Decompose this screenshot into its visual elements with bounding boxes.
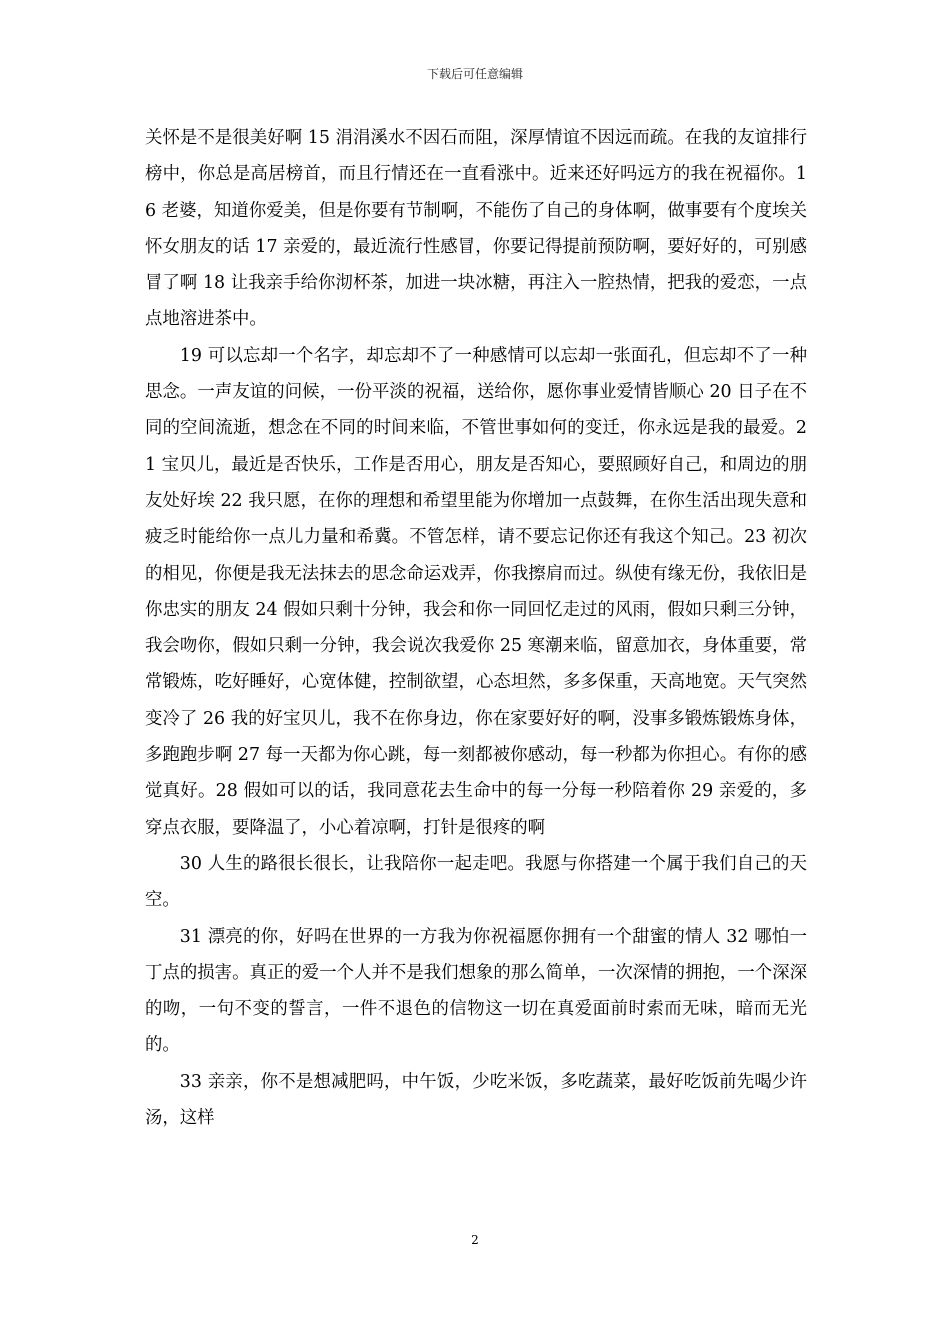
document-body [145, 120, 807, 1136]
page-header: 下载后可任意编辑 [426, 67, 523, 81]
page-number: 2 [471, 1233, 479, 1247]
paragraph-1: 关怀是不是很美好啊 15 涓涓溪水不因石而阻，深厚情谊不因远而疏。在我的友谊排行榜中，你总是高居榜首，而且行情还在一直看涨中。近来还好吗远方的我在祝福你。16 老婆，知道你爱美，但是你要有节制啊，不能伤了自己的身体啊，做事要有个度埃关怀女朋友的话 17 亲爱的，最近流行性感冒，你要记得提前预防啊，要好好的，可别感冒了啊 18 让我亲手给你沏杯茶，加进一块冰糖，再注入一腔热情，把我的爱恋，一点点地溶进茶中。 [145, 128, 807, 330]
paragraph-2: 19 可以忘却一个名字，却忘却不了一种感情可以忘却一张面孔，但忘却不了一种思念。一声友谊的问候，一份平淡的祝福，送给你，愿你事业爱情皆顺心 20 日子在不同的空间流逝，想念在不同的时间来临，不管世事如何的变迁，你永远是我的最爱。21 宝贝儿，最近是否快乐，工作是否用心，朋友是否知心，要照顾好自己，和周边的朋友处好埃 22 我只愿，在你的理想和希望里能为你增加一点鼓舞，在你生活出现失意和疲乏时能给你一点儿力量和希冀。不管怎样，请不要忘记你还有我这个知己。23 初次的相见，你便是我无法抹去的思念命运戏弄，你我擦肩而过。纵使有缘无份，我依旧是你忠实的朋友 24 假如只剩十分钟，我会和你一同回忆走过的风雨，假如只剩三分钟，我会吻你，假如只剩一分钟，我会说次我爱你 25 寒潮来临，留意加衣，身体重要，常常锻炼，吃好睡好，心宽体健，控制欲望，心态坦然，多多保重，天高地宽。天气突然变冷了 26 我的好宝贝儿，我不在你身边，你在家要好好的啊，没事多锻炼锻炼身体，多跑跑步啊 27 每一天都为你心跳，每一刻都被你感动，每一秒都为你担心。有你的感觉真好。28 假如可以的话，我同意花去生命中的每一分每一秒陪着你 29 亲爱的，多穿点衣服，要降温了，小心着凉啊，打针是很疼的啊 [145, 345, 807, 838]
paragraph-4: 31 漂亮的你，好吗在世界的一方我为你祝福愿你拥有一个甜蜜的情人 32 哪怕一丁点的损害。真正的爱一个人并不是我们想象的那么简单，一次深情的拥抱，一个深深的吻，一句不变的誓言，一件不退色的信物这一切在真爱面前时索而无味，暗而无光的。 [145, 926, 807, 1056]
paragraph-3: 30 人生的路很长很长，让我陪你一起走吧。我愿与你搭建一个属于我们自己的天空。 [145, 853, 807, 911]
paragraph-5: 33 亲亲，你不是想减肥吗，中午饭，少吃米饭，多吃蔬菜，最好吃饭前先喝少许汤，这样 [145, 1071, 807, 1129]
